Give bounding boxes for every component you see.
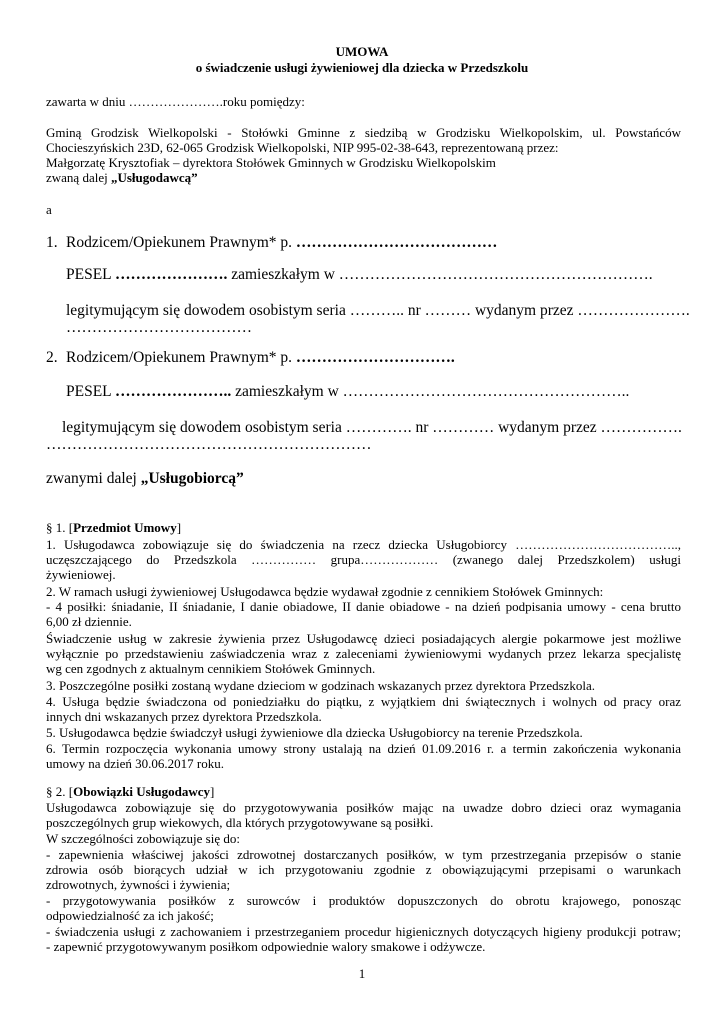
section-1-heading-title: Przedmiot Umowy bbox=[73, 520, 177, 535]
provider-line-2: Chocieszyńskich 23D, 62-065 Grodzisk Wielkopolski, NIP 995-02-38-643, reprezentowaną przez: bbox=[46, 140, 559, 155]
party-1-address: zamieszkałym w ……………………………………………………. bbox=[227, 266, 653, 283]
party-2-pesel-label: PESEL bbox=[66, 383, 115, 400]
document-title: UMOWA bbox=[335, 44, 389, 59]
section-2-heading-suffix: ] bbox=[209, 784, 215, 799]
section-1-line: 6. Termin rozpoczęcia wykonania umowy strony ustalają na dzień 01.09.2016 r. a termin zakończenia wykonania bbox=[46, 741, 681, 756]
section-2-line: - zapewnienia właściwej jakości zdrowotnej dostarczanych posiłków, w tym przestrzegania przepisów o stanie bbox=[46, 847, 681, 862]
recipient-alias-name: „Usługobiorcą” bbox=[140, 470, 244, 487]
section-1-line: umowy na dzień 30.06.2017 roku. bbox=[46, 756, 225, 771]
conjunction: a bbox=[46, 202, 52, 217]
party-2-id-continuation: ……………………………………………………… bbox=[46, 436, 372, 453]
section-2-line: - świadczenia usługi z zachowaniem i przestrzeganiem procedur higienicznych dotyczących higieny produkcji potraw; bbox=[46, 924, 681, 939]
provider-alias-name: „Usługodawcą” bbox=[110, 170, 198, 185]
section-2-line: - przygotowywania posiłków z surowców i produktów dopuszczonych do obrotu krajowego, ponosząc bbox=[46, 893, 681, 908]
section-1-line: 5. Usługodawca będzie świadczył usługi żywieniowe dla dziecka Usługobiorcy na terenie Przedszkola. bbox=[46, 725, 583, 740]
provider-alias-prefix: zwaną dalej bbox=[46, 170, 111, 185]
section-2-heading-prefix: § 2. [ bbox=[46, 784, 74, 799]
party-1-label-text: Rodzicem/Opiekunem Prawnym* p. bbox=[66, 234, 296, 251]
party-2-name-dots: …………………………. bbox=[295, 349, 455, 366]
party-1-pesel-label: PESEL bbox=[66, 266, 115, 283]
party-2-address: zamieszkałym w ……………………………………………….. bbox=[231, 383, 630, 400]
section-2-heading bbox=[46, 784, 214, 799]
section-2-line: zdrowia osób biorących udział w ich przygotowaniu zgodnie z obowiązującymi przepisami o warunkach bbox=[46, 862, 681, 877]
page-number: 1 bbox=[358, 966, 366, 981]
section-1-line: 6,00 zł dziennie. bbox=[46, 614, 132, 629]
party-2-number: 2. bbox=[46, 349, 58, 366]
section-1-line: wyłącznie po przedstawieniu zaświadczenia wraz z zaleceniami żywieniowymi wydanych przez lekarza specjalistę bbox=[46, 646, 681, 661]
party-2-label-text: Rodzicem/Opiekunem Prawnym* p. bbox=[66, 349, 296, 366]
section-1-line: uczęszczającego do Przedszkola …………… grupa……………… (zwanego dalej Przedszkolem) usługi bbox=[46, 552, 681, 567]
document-subtitle: o świadczenie usługi żywieniowej dla dziecka w Przedszkolu bbox=[195, 60, 529, 75]
section-1-line: 2. W ramach usługi żywieniowej Usługodawca będzie wydawał zgodnie z cennikiem Stołówek Gminnych: bbox=[46, 584, 604, 599]
party-1-label bbox=[66, 234, 497, 252]
recipient-alias-prefix: zwanymi dalej bbox=[46, 470, 141, 487]
party-1-id-continuation: ……………………………… bbox=[66, 319, 252, 336]
section-1-line: 4. Usługa będzie świadczona od poniedziałku do piątku, z wyjątkiem dni świątecznych i wolnych od pracy oraz bbox=[46, 694, 681, 709]
party-1-number: 1. bbox=[46, 234, 58, 251]
section-2-line: Usługodawca zobowiązuje się do przygotowywania posiłków mając na uwadze dobro dzieci oraz wymagania bbox=[46, 800, 681, 815]
section-2-line: zdrowotnych, żywności i żywienia; bbox=[46, 877, 231, 892]
section-1-line: 3. Poszczególne posiłki zostaną wydane dzieciom w godzinach wskazanych przez dyrektora Przedszkola. bbox=[46, 678, 596, 693]
section-1-line: wg cen zgodnych z aktualnym cennikiem Stołówek Gminnych. bbox=[46, 661, 376, 676]
party-1-name-dots: ………………………………… bbox=[295, 234, 498, 251]
provider-line-3: Małgorzatę Krysztofiak – dyrektora Stołówek Gminnych w Grodzisku Wielkopolskim bbox=[46, 155, 496, 170]
party-2-pesel bbox=[66, 383, 629, 401]
section-2-line: W szczególności zobowiązuje się do: bbox=[46, 831, 240, 846]
section-1-heading-suffix: ] bbox=[176, 520, 182, 535]
provider-line-1: Gminą Grodzisk Wielkopolski - Stołówki Gminne z siedzibą w Grodzisku Wielkopolskim, ul. Powstańców bbox=[46, 125, 681, 140]
section-1-line: Świadczenie usług w zakresie żywienia przez Usługodawcę dzieci posiadających alergie pokarmowe jest możliwe bbox=[46, 631, 681, 646]
party-1-id-line: legitymującym się dowodem osobistym seria ……….. nr ……… wydanym przez …………………. bbox=[66, 302, 690, 319]
section-1-heading-prefix: § 1. [ bbox=[46, 520, 74, 535]
section-1-line: - 4 posiłki: śniadanie, II śniadanie, I danie obiadowe, II danie obiadowe - na dzień podpisania umowy - cena brutto bbox=[46, 599, 681, 614]
section-2-line: poszczególnych grup wiekowych, dla których przygotowywane są posiłki. bbox=[46, 815, 434, 830]
section-2-line: - zapewnić przygotowywanym posiłkom odpowiednie walory smakowe i odżywcze. bbox=[46, 939, 486, 954]
contract-date-line: zawarta w dniu ………………….roku pomiędzy: bbox=[46, 94, 305, 109]
section-1-line: żywieniowej. bbox=[46, 567, 116, 582]
party-1-pesel-dots: …………………. bbox=[114, 266, 228, 283]
recipient-alias bbox=[46, 470, 244, 488]
section-1-heading bbox=[46, 520, 181, 535]
party-1-pesel bbox=[66, 266, 653, 284]
section-2-heading-title: Obowiązki Usługodawcy bbox=[73, 784, 210, 799]
party-2-id-line: legitymującym się dowodem osobistym seria …………. nr ………… wydanym przez ……………. bbox=[62, 419, 682, 436]
party-2-label bbox=[66, 349, 455, 367]
section-1-line: innych dni wskazanych przez dyrektora Przedszkola. bbox=[46, 709, 322, 724]
section-2-line: odpowiedzialność za ich jakość; bbox=[46, 908, 214, 923]
section-1-line: 1. Usługodawca zobowiązuje się do świadczenia na rzecz dziecka Usługobiorcy ……………………………….., bbox=[46, 537, 681, 552]
party-2-pesel-dots: ………………….. bbox=[114, 383, 232, 400]
provider-alias bbox=[46, 170, 198, 185]
